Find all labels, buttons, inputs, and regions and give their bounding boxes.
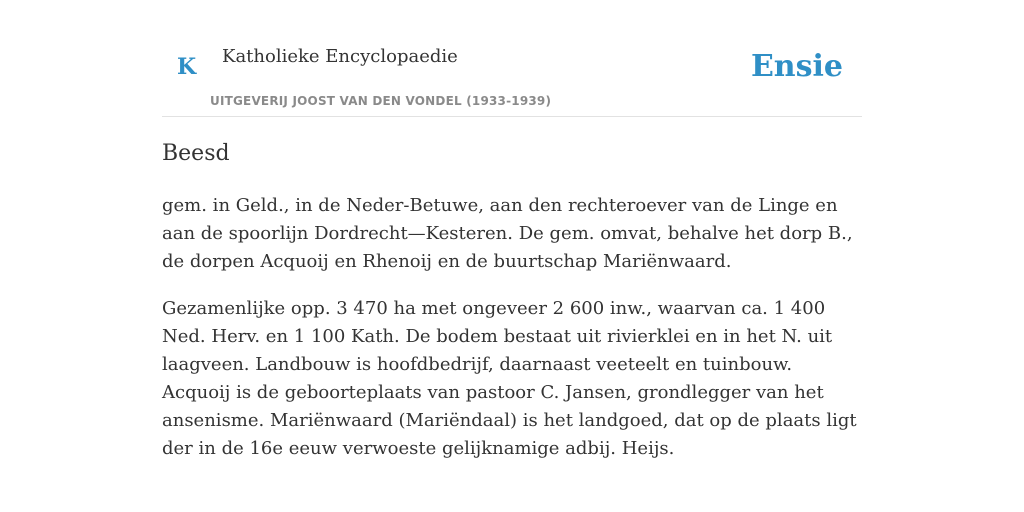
encyclopedia-title: Katholieke Encyclopaedie (222, 46, 458, 67)
article-paragraph: Gezamenlijke opp. 3 470 ha met ongeveer 2 600 inw., waarvan ca. 1 400 Ned. Herv. en 1 100 Kath. De bodem bestaat uit rivierklei en in het N. uit laagveen. Landbouw is hoofdbedrijf, daarnaast veeteelt en tuinbouw. Acquoij is de geboorteplaats van pastoor C. Jansen, grondlegger van het ansenisme. Mariënwaard (Mariëndaal) is het landgoed, dat op de plaats ligt der in de 16e eeuw verwoeste gelijknamige adbij. Heijs. (162, 298, 857, 459)
site-header (162, 0, 862, 117)
page-container (162, 0, 862, 459)
publisher-subtitle: UITGEVERIJ JOOST VAN DEN VONDEL (1933-1939) (210, 94, 552, 108)
ensie-brand-link[interactable]: Ensie (750, 49, 843, 84)
article-title: Beesd (162, 141, 230, 166)
article-paragraph: gem. in Geld., in de Neder-Betuwe, aan den rechteroever van de Linge en aan de spoorlijn Dordrecht—Kesteren. De gem. omvat, behalve het dorp B., de dorpen Acquoij en Rhenoij en de buurtschap Mariënwaard. (162, 195, 853, 272)
encyclopedia-logo-link[interactable]: K (177, 54, 197, 80)
